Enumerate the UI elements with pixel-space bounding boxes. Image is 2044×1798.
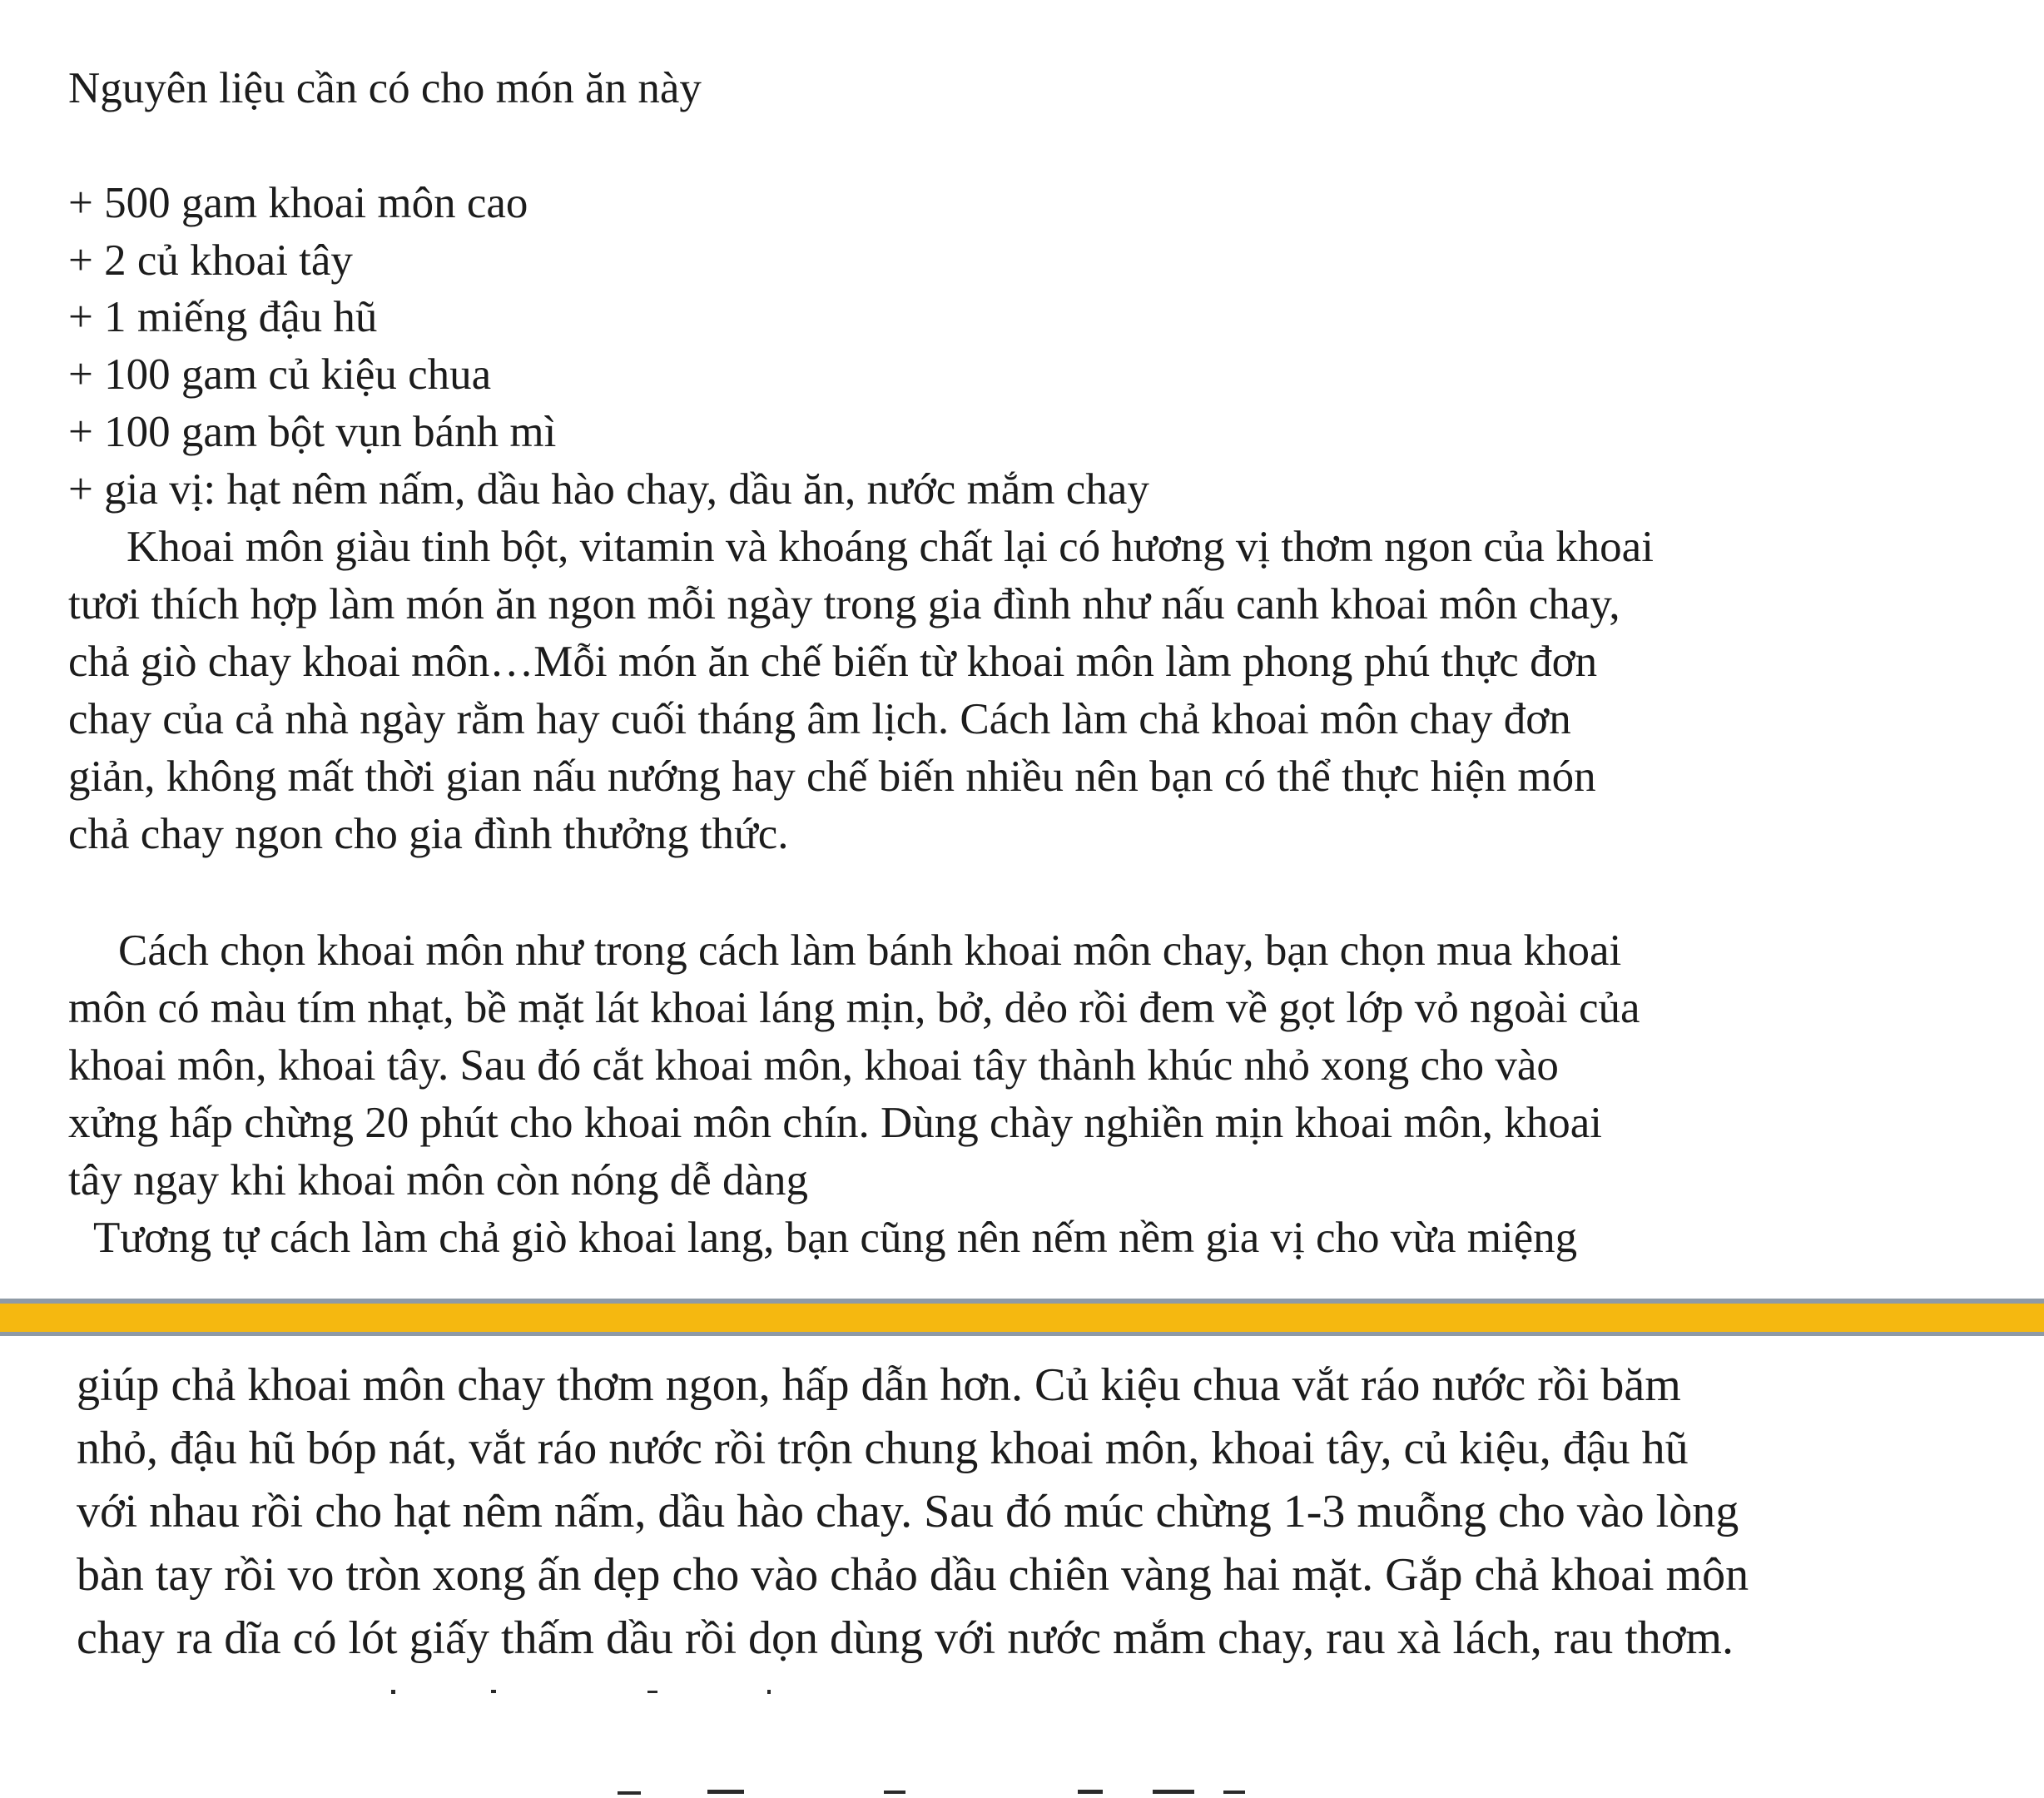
paragraph-line: tây ngay khi khoai môn còn nóng dễ dàng <box>68 1156 809 1204</box>
ingredients-heading: Nguyên liệu cần có cho món ăn này <box>68 64 702 112</box>
glyph-fragment <box>1078 1790 1103 1794</box>
paragraph-line: nhỏ, đậu hũ bóp nát, vắt ráo nước rồi trộn chung khoai môn, khoai tây, củ kiệu, đậu hũ <box>77 1423 1689 1474</box>
glyph-fragment <box>491 1690 496 1693</box>
paragraph-seasoning-start: Tương tự cách làm chả giò khoai lang, bạn cũng nên nếm nềm gia vị cho vừa miệng <box>93 1214 1578 1262</box>
paragraph-line: chả chay ngon cho gia đình thưởng thức. <box>68 810 789 858</box>
paragraph-line: môn có màu tím nhạt, bề mặt lát khoai láng mịn, bở, dẻo rồi đem về gọt lớp vỏ ngoài của <box>68 984 1640 1032</box>
paragraph-line: khoai môn, khoai tây. Sau đó cắt khoai môn, khoai tây thành khúc nhỏ xong cho vào <box>68 1041 1559 1090</box>
ingredient-item: + 100 gam bột vụn bánh mì <box>68 408 557 456</box>
paragraph-line: xửng hấp chừng 20 phút cho khoai môn chín. Dùng chày nghiền mịn khoai môn, khoai <box>68 1099 1602 1147</box>
ingredient-item: + 100 gam củ kiệu chua <box>68 350 492 399</box>
ingredient-item: + gia vị: hạt nêm nấm, dầu hào chay, dầu ăn, nước mắm chay <box>68 465 1149 514</box>
glyph-fragment <box>707 1790 744 1794</box>
glyph-fragment <box>884 1791 905 1794</box>
document-page-bottom <box>0 1340 2044 1798</box>
glyph-fragment <box>767 1690 771 1694</box>
glyph-fragment <box>1153 1790 1194 1794</box>
paragraph-line: Khoai môn giàu tinh bột, vitamin và khoáng chất lại có hương vị thơm ngon của khoai <box>127 523 1654 571</box>
glyph-fragment <box>647 1691 657 1693</box>
ingredient-item: + 2 củ khoai tây <box>68 236 353 285</box>
paragraph-line: giản, không mất thời gian nấu nướng hay chế biến nhiều nên bạn có thể thực hiện món <box>68 752 1596 801</box>
paragraph-line: chay ra dĩa có lót giấy thấm dầu rồi dọn dùng với nước mắm chay, rau xà lách, rau thơm. <box>77 1612 1734 1664</box>
glyph-fragment <box>618 1791 641 1795</box>
paragraph-line: chay của cả nhà ngày rằm hay cuối tháng âm lịch. Cách làm chả khoai môn chay đơn <box>68 695 1571 743</box>
ingredient-item: + 500 gam khoai môn cao <box>68 179 528 227</box>
paragraph-line: Cách chọn khoai môn như trong cách làm bánh khoai môn chay, bạn chọn mua khoai <box>118 926 1622 975</box>
paragraph-line: giúp chả khoai môn chay thơm ngon, hấp dẫn hơn. Củ kiệu chua vắt ráo nước rồi băm <box>77 1359 1681 1411</box>
paragraph-line: tươi thích hợp làm món ăn ngon mỗi ngày trong gia đình như nấu canh khoai môn chay, <box>68 580 1620 628</box>
separator-band <box>0 1304 2044 1332</box>
paragraph-line: chả giò chay khoai môn…Mỗi món ăn chế biến từ khoai môn làm phong phú thực đơn <box>68 638 1598 686</box>
glyph-fragment <box>1223 1791 1245 1794</box>
paragraph-line: với nhau rồi cho hạt nêm nấm, dầu hào chay. Sau đó múc chừng 1-3 muỗng cho vào lòng <box>77 1486 1739 1537</box>
ingredient-item: + 1 miếng đậu hũ <box>68 293 378 341</box>
glyph-fragment <box>391 1690 395 1694</box>
paragraph-line: bàn tay rồi vo tròn xong ấn dẹp cho vào chảo dầu chiên vàng hai mặt. Gắp chả khoai môn <box>77 1549 1749 1601</box>
page-separator <box>0 1299 2044 1340</box>
